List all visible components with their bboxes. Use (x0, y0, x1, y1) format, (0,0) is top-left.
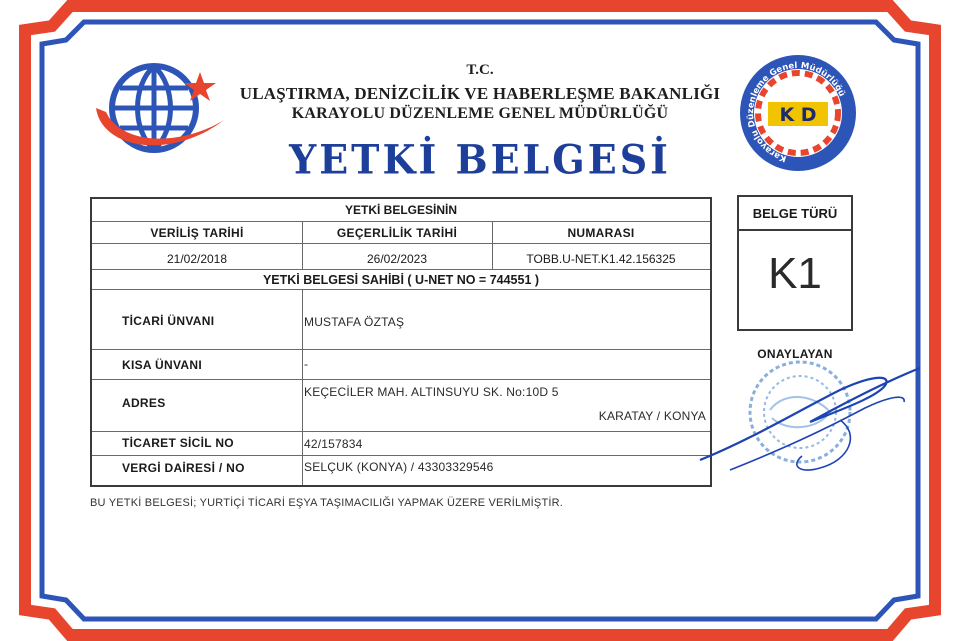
valid-date: 26/02/2023 (366, 252, 428, 266)
tax-label: VERGİ DAİRESİ / NO (122, 461, 245, 475)
address-line1: KEÇECİLER MAH. ALTINSUYU SK. No:10D 5 (304, 385, 559, 399)
col-header-number: NUMARASI (567, 226, 635, 240)
document-title: YETKİ BELGESİ (289, 135, 671, 184)
permit-type-label: BELGE TÜRÜ (752, 206, 838, 221)
permit-type-box (737, 195, 853, 331)
col-header-valid-date: GEÇERLİLİK TARİHİ (336, 226, 458, 240)
address-label: ADRES (122, 396, 166, 410)
short-name-label: KISA ÜNVANI (122, 358, 202, 372)
trade-name-label: TİCARİ ÜNVANI (122, 314, 215, 328)
permit-type-value: K1 (768, 249, 822, 298)
kd-ring-text: Karayolu Düzenleme Genel Müdürlüğü (745, 60, 847, 164)
address-line2: KARATAY / KONYA (598, 409, 706, 423)
col-header-issue-date: VERİLİŞ TARİHİ (150, 226, 244, 240)
registry-label: TİCARET SİCİL NO (122, 436, 234, 450)
official-stamp-icon (690, 350, 950, 500)
header-tc: T.C. (466, 62, 494, 78)
holder-title: YETKİ BELGESİ SAHİBİ ( U-NET NO = 744551 ) (262, 273, 540, 287)
tax-value: SELÇUK (KONYA) / 43303329546 (304, 460, 494, 474)
footer-statement: BU YETKİ BELGESİ; YURTİÇİ TİCARİ EŞYA TAŞIMACILIĞI YAPMAK ÜZERE VERİLMİŞTİR. (90, 497, 564, 509)
permit-table (90, 197, 712, 487)
registry-value: 42/157834 (304, 437, 363, 451)
kd-letters: K D (779, 104, 817, 126)
approver-label: ONAYLAYAN (757, 347, 833, 361)
short-name-value: - (304, 357, 309, 371)
header-ministry: ULAŞTIRMA, DENİZCİLİK VE HABERLEŞME BAKANLIĞI (239, 84, 721, 103)
permit-number: TOBB.U-NET.K1.42.156325 (526, 252, 676, 266)
trade-name-value: MUSTAFA ÖZTAŞ (304, 315, 405, 329)
issue-date: 21/02/2018 (166, 252, 228, 266)
header-directorate: KARAYOLU DÜZENLEME GENEL MÜDÜRLÜĞÜ (291, 105, 669, 122)
section-title: YETKİ BELGESİNİN (344, 203, 457, 217)
